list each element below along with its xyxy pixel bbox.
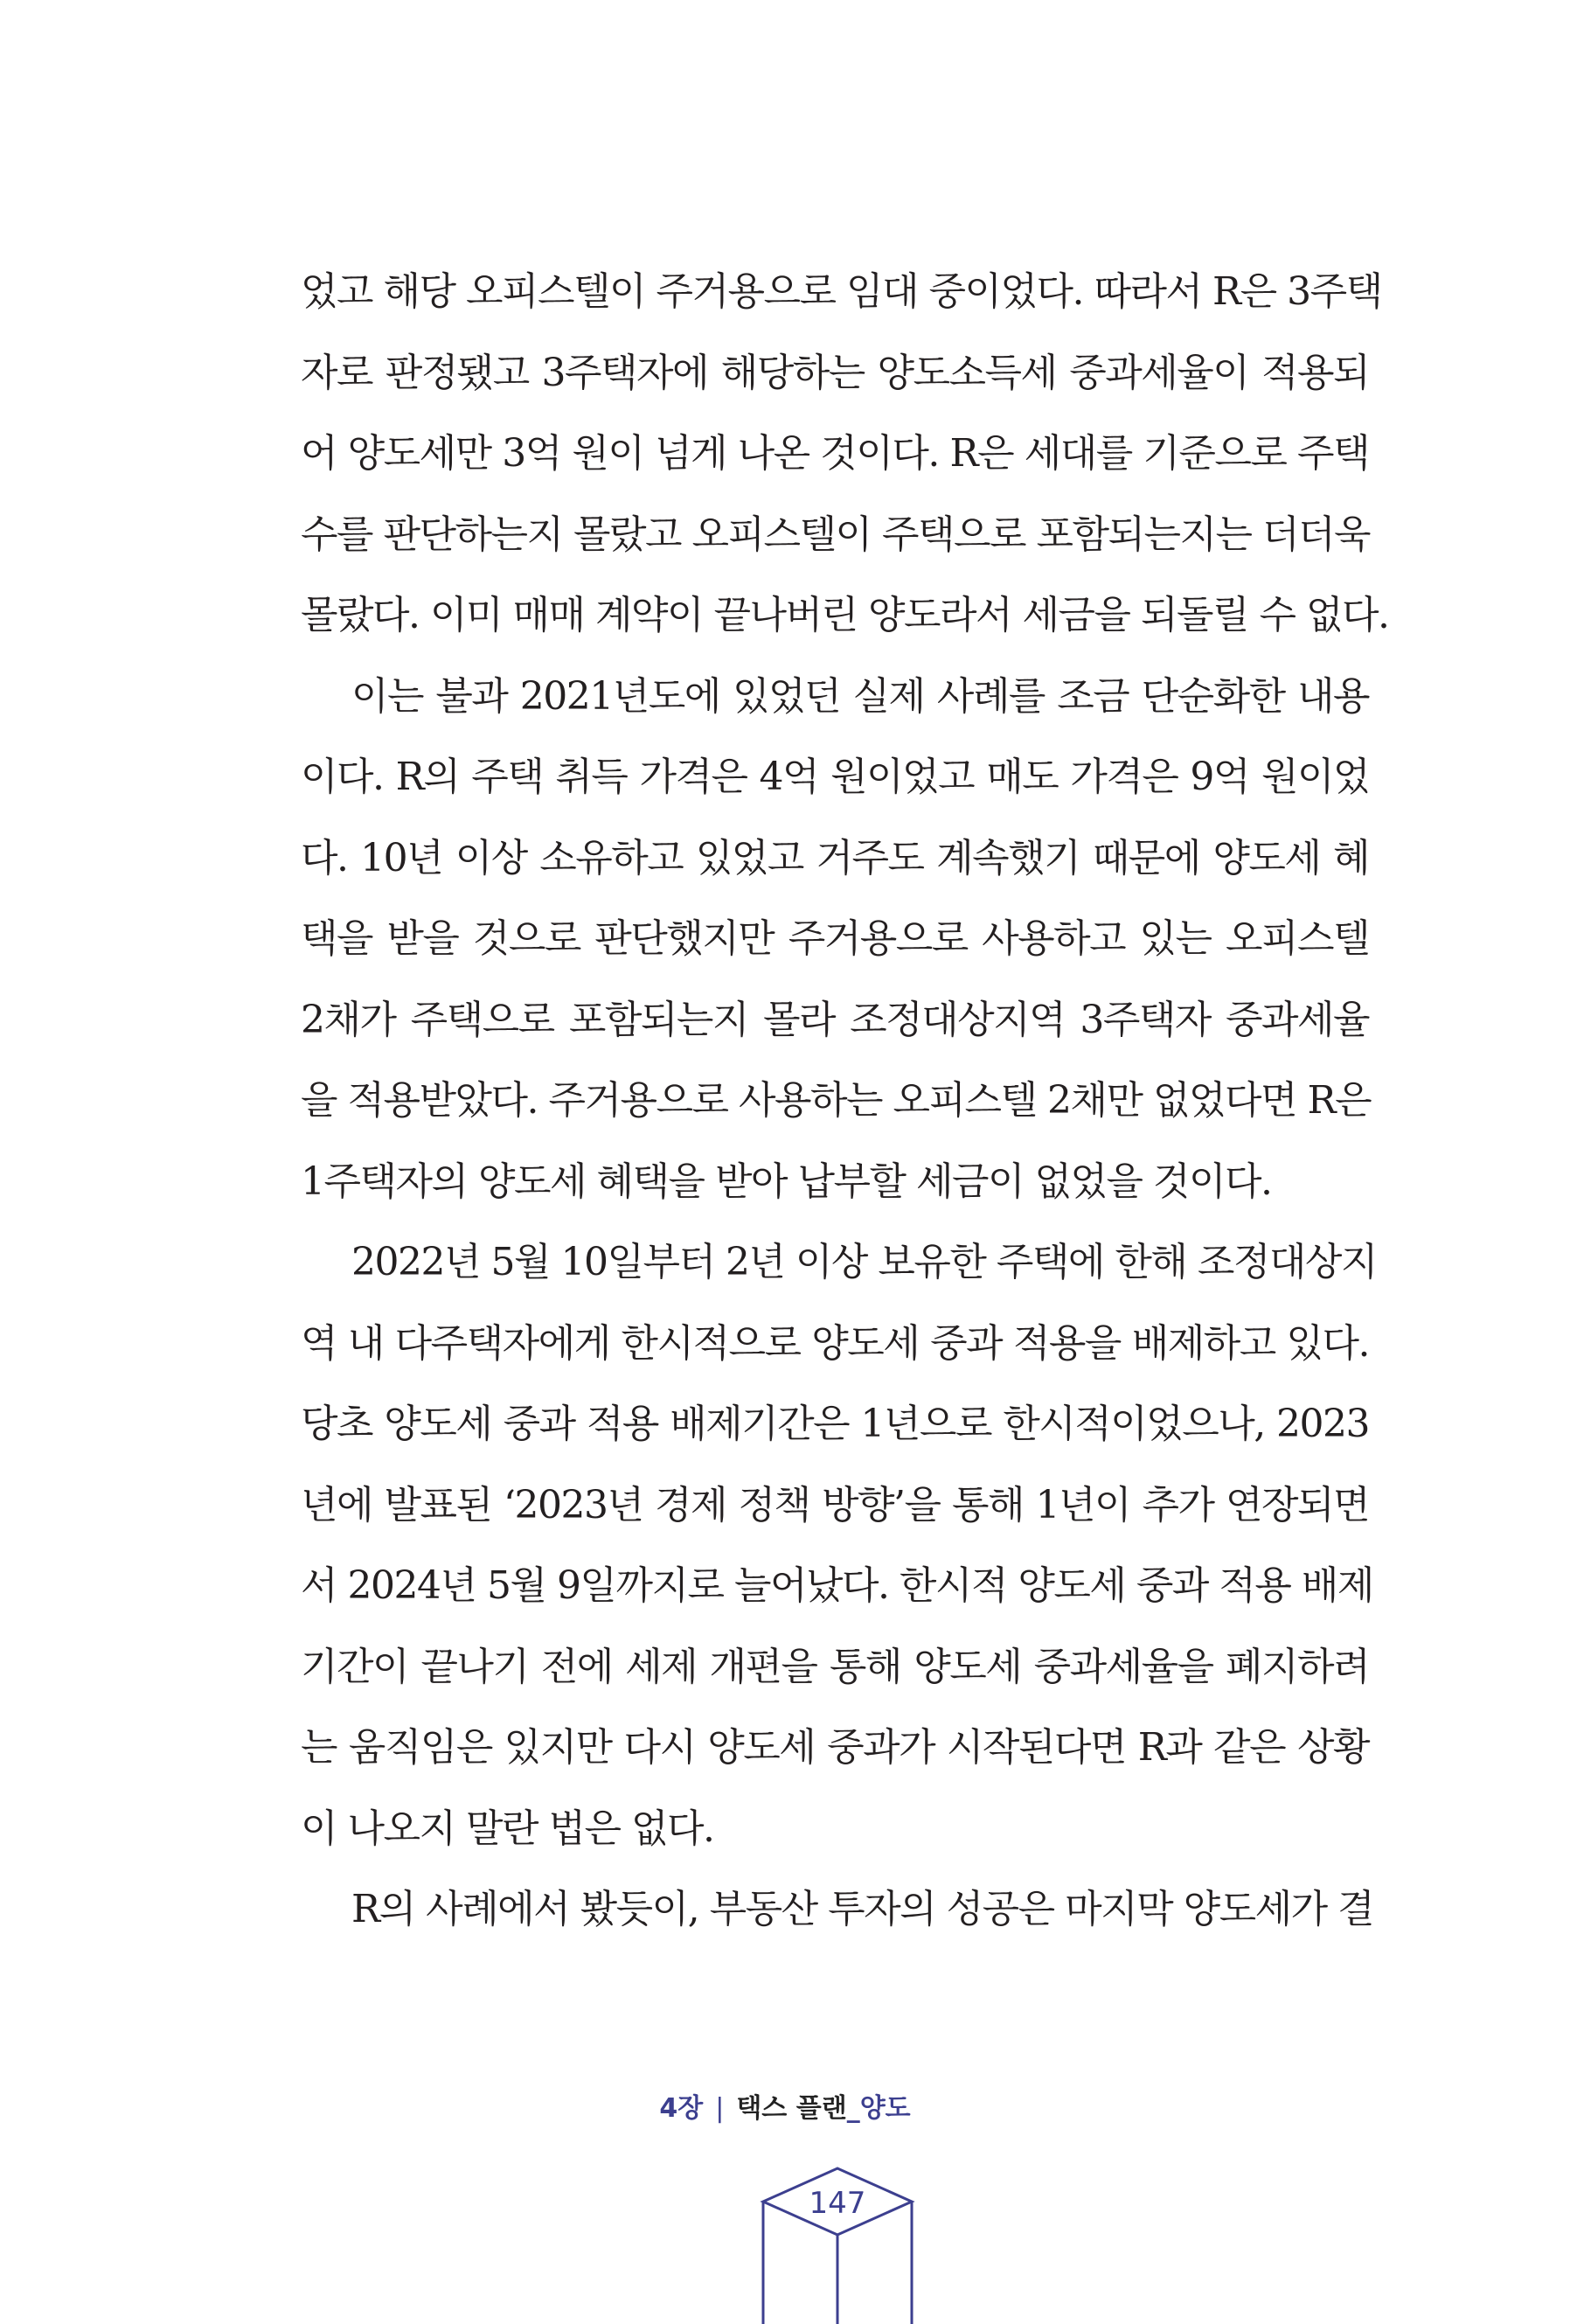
footer-subtitle: 양도 [859, 2093, 911, 2124]
body-line: 는 움직임은 있지만 다시 양도세 중과가 시작된다면 R과 같은 상황 [301, 1725, 1369, 1770]
footer-underscore: _ [846, 2093, 860, 2124]
footer-chapter: 4장 [659, 2093, 704, 2124]
body-line: 택을 받을 것으로 판단했지만 주거용으로 사용하고 있는 오피스텔 [301, 916, 1369, 961]
body-line: 수를 판단하는지 몰랐고 오피스텔이 주택으로 포함되는지는 더더욱 [301, 511, 1371, 557]
body-line: 이다. R의 주택 취득 가격은 4억 원이었고 매도 가격은 9억 원이었 [301, 755, 1369, 799]
footer-title: 택스 플랜 [736, 2093, 847, 2124]
body-line: 서 2024년 5월 9일까지로 늘어났다. 한시적 양도세 중과 적용 배제 [301, 1563, 1373, 1608]
running-footer [0, 2086, 1570, 2125]
body-line: 었고 해당 오피스텔이 주거용으로 임대 중이었다. 따라서 R은 3주택 [301, 269, 1382, 314]
body-line: 2채가 주택으로 포함되는지 몰라 조정대상지역 3주택자 중과세율 [301, 997, 1369, 1042]
footer-separator: | [715, 2093, 725, 2124]
body-line: 어 양도세만 3억 원이 넘게 나온 것이다. R은 세대를 기준으로 주택 [301, 431, 1369, 476]
body-line: 1주택자의 양도세 혜택을 받아 납부할 세금이 없었을 것이다. [301, 1159, 1272, 1204]
body-line: 자로 판정됐고 3주택자에 해당하는 양도소득세 중과세율이 적용되 [301, 350, 1369, 395]
body-line: 이는 불과 2021년도에 있었던 실제 사례를 조금 단순화한 내용 [351, 673, 1369, 719]
body-line: 역 내 다주택자에게 한시적으로 양도세 중과 적용을 배제하고 있다. [301, 1320, 1369, 1366]
body-line: 다. 10년 이상 소유하고 있었고 거주도 계속했기 때문에 양도세 혜 [301, 835, 1369, 880]
body-line: 이 나오지 말란 법은 없다. [301, 1806, 714, 1851]
body-line: 을 적용받았다. 주거용으로 사용하는 오피스텔 2채만 없었다면 R은 [301, 1078, 1372, 1123]
body-line: R의 사례에서 봤듯이, 부동산 투자의 성공은 마지막 양도세가 결 [351, 1887, 1374, 1931]
body-line: 몰랐다. 이미 매매 계약이 끝나버린 양도라서 세금을 되돌릴 수 없다. [301, 593, 1389, 637]
page-number: 147 [809, 2186, 866, 2221]
body-line: 당초 양도세 중과 적용 배제기간은 1년으로 한시적이었으나, 2023 [301, 1402, 1369, 1446]
box-outline-icon [763, 2168, 912, 2324]
body-line: 2022년 5월 10일부터 2년 이상 보유한 주택에 한해 조정대상지 [351, 1240, 1377, 1284]
body-line: 년에 발표된 ‘2023년 경제 정책 방향’을 통해 1년이 추가 연장되면 [301, 1482, 1369, 1527]
body-line: 기간이 끝나기 전에 세제 개편을 통해 양도세 중과세율을 폐지하려 [301, 1644, 1369, 1689]
body-text [301, 252, 1389, 1951]
